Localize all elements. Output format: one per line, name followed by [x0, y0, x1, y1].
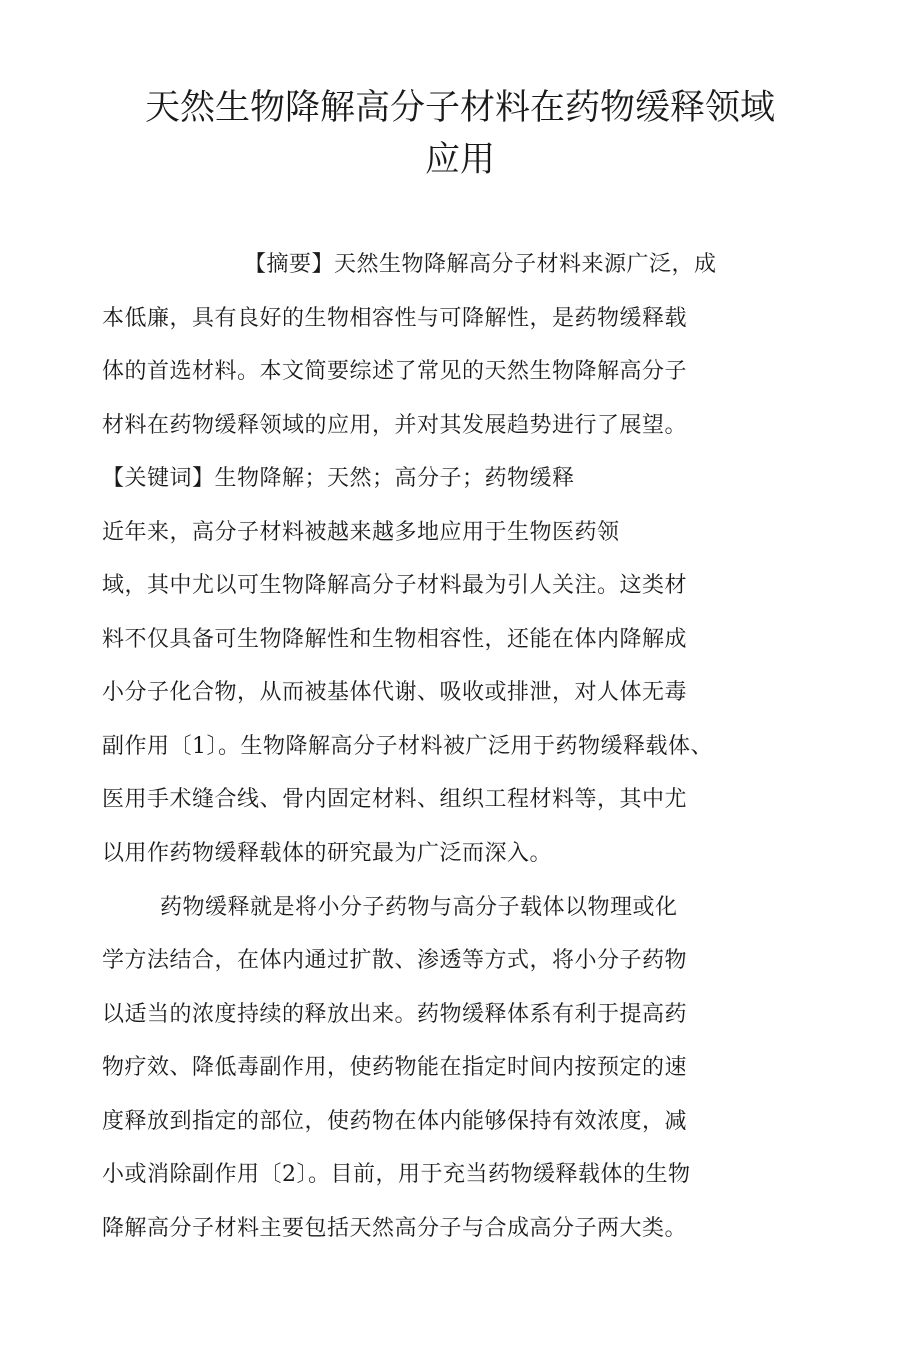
paragraph-line: 近年来，高分子材料被越来越多地应用于生物医药领	[102, 520, 620, 545]
paragraph-line: 度释放到指定的部位，使药物在体内能够保持有效浓度，减	[102, 1109, 688, 1134]
paragraph-line: 域，其中尤以可生物降解高分子材料最为引人关注。这类材	[102, 573, 688, 598]
abstract-line: 本低廉，具有良好的生物相容性与可降解性，是药物缓释载	[102, 306, 688, 331]
abstract-line: 【摘要】天然生物降解高分子材料来源广泛，成	[244, 252, 717, 277]
paragraph-line: 小分子化合物，从而被基体代谢、吸收或排泄，对人体无毒	[102, 680, 688, 705]
paragraph-line: 小或消除副作用〔2〕。目前，用于充当药物缓释载体的生物	[102, 1162, 691, 1187]
document-title-line-2: 应用	[424, 140, 495, 180]
paragraph-line: 以适当的浓度持续的释放出来。药物缓释体系有利于提高药	[102, 1002, 688, 1027]
paragraph-line: 药物缓释就是将小分子药物与高分子载体以物理或化	[160, 895, 678, 920]
paragraph-line: 副作用〔1〕。生物降解高分子材料被广泛用于药物缓释载体、	[102, 734, 713, 759]
paragraph-line: 医用手术缝合线、骨内固定材料、组织工程材料等，其中尤	[102, 787, 688, 812]
keywords-line: 【关键词】生物降解；天然；高分子；药物缓释	[102, 466, 575, 491]
paragraph-line: 以用作药物缓释载体的研究最为广泛而深入。	[102, 841, 553, 866]
document-title-line-1: 天然生物降解高分子材料在药物缓释领域	[144, 88, 775, 128]
abstract-line: 材料在药物缓释领域的应用，并对其发展趋势进行了展望。	[102, 413, 688, 438]
paragraph-line: 料不仅具备可生物降解性和生物相容性，还能在体内降解成	[102, 627, 688, 652]
paragraph-line: 降解高分子材料主要包括天然高分子与合成高分子两大类。	[102, 1216, 688, 1241]
paragraph-line: 物疗效、降低毒副作用，使药物能在指定时间内按预定的速	[102, 1055, 688, 1080]
paragraph-line: 学方法结合，在体内通过扩散、渗透等方式，将小分子药物	[102, 948, 688, 973]
abstract-line: 体的首选材料。本文简要综述了常见的天然生物降解高分子	[102, 359, 688, 384]
